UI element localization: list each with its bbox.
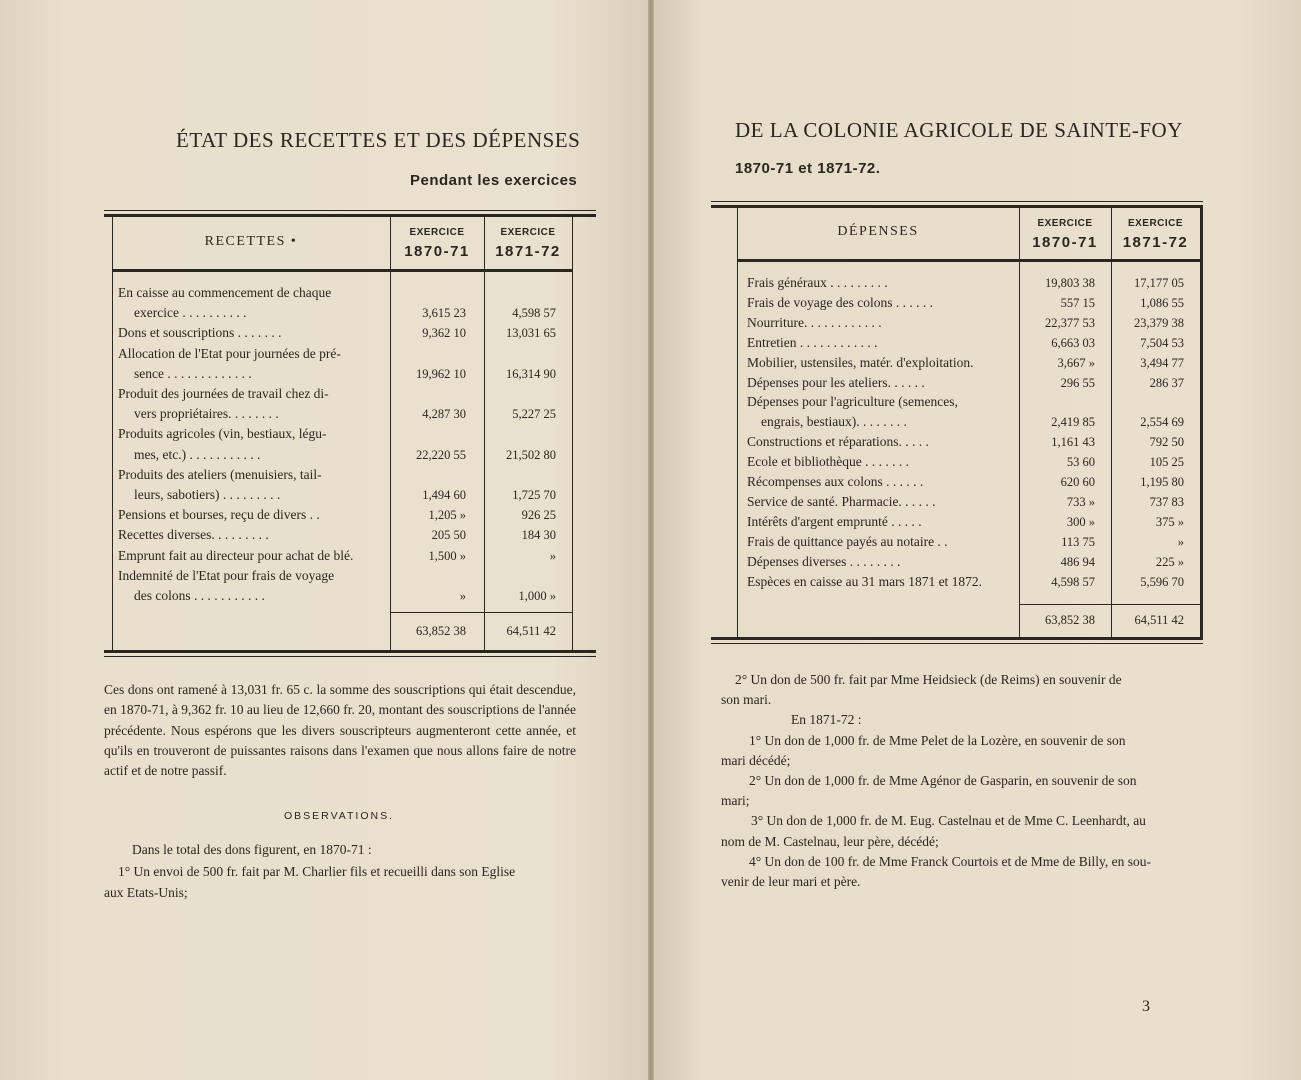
text-line: En 1871-72 :: [791, 712, 862, 728]
right-page-subtitle: 1870-71 et 1871-72.: [735, 160, 881, 177]
table-row-label: Allocation de l'Etat pour journées de pré-: [118, 345, 341, 361]
table-cell-1871: 225 »: [1155, 554, 1184, 569]
table-cell-1870: 300 »: [1066, 514, 1095, 529]
text-line: 2° Un don de 500 fr. fait par Mme Heidsieck (de Reims) en souvenir de: [735, 672, 1122, 687]
table-row-label: Entretien . . . . . . . . . . . .: [747, 334, 878, 350]
table-cell-1870: 22,220 55: [416, 447, 466, 462]
text-line: son mari.: [721, 692, 772, 708]
table-cell-1870: 205 50: [431, 528, 466, 543]
table-cell-1870: »: [459, 589, 466, 603]
table-cell-1871: 5,227 25: [512, 407, 556, 422]
table-cell-1870: 1,161 43: [1051, 435, 1095, 450]
table-cell-1870: 557 15: [1060, 295, 1095, 310]
table-cell-1871: 21,502 80: [506, 447, 556, 462]
table-row-label: exercice . . . . . . . . . .: [134, 305, 247, 321]
right-page-title: DE LA COLONIE AGRICOLE DE SAINTE-FOY: [735, 118, 1183, 142]
table-row-label: Nourriture. . . . . . . . . . . .: [747, 314, 882, 330]
table-cell-1870: 22,377 53: [1045, 315, 1095, 330]
table-row-label: Recettes diverses. . . . . . . . .: [118, 527, 269, 543]
table-cell-1871: 1,000 »: [518, 589, 556, 603]
table-row-label: Espèces en caisse au 31 mars 1871 et 1872.: [747, 573, 983, 589]
receipts-total-1870: 63,852 38: [416, 624, 466, 638]
text-line: 1° Un don de 1,000 fr. de Mme Pelet de la Lozère, en souvenir de son: [749, 732, 1126, 748]
expenses-header-exercice-1: EXERCICE: [1037, 218, 1093, 229]
expenses-header-label: DÉPENSES: [837, 224, 919, 239]
left-page-subtitle: Pendant les exercices: [410, 172, 578, 189]
receipts-header-exercice-2: EXERCICE: [500, 227, 556, 238]
table-cell-1871: 2,554 69: [1140, 415, 1184, 430]
receipts-total-1871: 64,511 42: [506, 624, 556, 638]
table-row-label: Dépenses diverses . . . . . . . .: [747, 553, 901, 569]
table-cell-1871: 1,195 80: [1140, 475, 1184, 489]
table-cell-1871: 737 83: [1149, 494, 1184, 509]
table-cell-1870: 486 94: [1060, 554, 1095, 569]
right-page: [651, 0, 1301, 1080]
obs-line: Dans le total des dons figurent, en 1870-71 :: [132, 842, 372, 857]
observations-heading: OBSERVATIONS.: [284, 810, 395, 822]
expenses-header-year-1: 1870-71: [1032, 234, 1098, 251]
table-cell-1871: 3,494 77: [1140, 355, 1184, 370]
table-cell-1871: 5,596 70: [1140, 574, 1184, 589]
table-cell-1870: 733 »: [1066, 494, 1095, 509]
table-row-label: Récompenses aux colons . . . . . .: [747, 474, 924, 489]
table-row-label: vers propriétaires. . . . . . . .: [134, 406, 279, 422]
table-cell-1870: 3,667 »: [1057, 355, 1095, 370]
text-line: venir de leur mari et père.: [721, 874, 861, 889]
table-row-label: Intérêts d'argent emprunté . . . . .: [747, 513, 922, 529]
table-cell-1871: 4,598 57: [512, 306, 556, 321]
table-cell-1870: 53 60: [1066, 455, 1095, 470]
table-row-label: Service de santé. Pharmacie. . . . . .: [747, 493, 936, 509]
table-cell-1870: 9,362 10: [422, 326, 466, 341]
table-row-label: Emprunt fait au directeur pour achat de blé.: [118, 547, 354, 563]
table-cell-1870: 1,205 »: [428, 508, 466, 523]
table-cell-1870: 113 75: [1061, 534, 1095, 549]
table-cell-1871: 792 50: [1149, 435, 1184, 450]
table-cell-1871: 17,177 05: [1134, 276, 1184, 290]
table-row-label: Dons et souscriptions . . . . . . .: [118, 325, 282, 341]
table-row-label: Constructions et réparations. . . . .: [747, 434, 929, 450]
table-cell-1870: 296 55: [1060, 375, 1095, 390]
receipts-header-exercice-1: EXERCICE: [409, 227, 465, 238]
table-row-label: Produit des journées de travail chez di-: [118, 386, 329, 401]
table-cell-1870: 3,615 23: [422, 306, 466, 321]
table-cell-1871: 926 25: [521, 508, 556, 523]
book-gutter: [648, 0, 654, 1080]
table-cell-1871: 1,086 55: [1140, 295, 1184, 310]
text-line: nom de M. Castelnau, leur père, décédé;: [721, 833, 939, 849]
table-cell-1871: 13,031 65: [506, 326, 556, 341]
table-cell-1870: 1,500 »: [428, 548, 466, 563]
text-line: 3° Un don de 1,000 fr. de M. Eug. Castelnau et de Mme C. Leenhardt, au: [751, 813, 1146, 829]
donations-paragraph: Ces dons ont ramené à 13,031 fr. 65 c. la somme des souscriptions qui était descendue, en 1870-71, à 9,362 fr. 10 au lieu de 12,660 fr. 20, montant des souscriptions de l'année précédente. Nous espérons que les divers souscripteurs augmenteront cette année, et qu'ils en trouveront de puissantes raisons dans l'examen que nous allons faire de notre actif et de notre passif.: [104, 682, 576, 779]
table-cell-1870: 4,598 57: [1051, 574, 1095, 589]
table-row-label: En caisse au commencement de chaque: [118, 285, 332, 300]
text-line: 2° Un don de 1,000 fr. de Mme Agénor de Gasparin, en souvenir de son: [749, 773, 1137, 788]
table-row-label: mes, etc.) . . . . . . . . . . .: [134, 446, 261, 462]
text-line: mari décédé;: [721, 752, 791, 768]
table-cell-1871: 184 30: [521, 528, 556, 543]
table-row-label: Frais généraux . . . . . . . . .: [747, 275, 888, 290]
table-row-label: Indemnité de l'Etat pour frais de voyage: [118, 567, 335, 583]
table-cell-1871: 286 37: [1149, 375, 1184, 390]
expenses-header-exercice-2: EXERCICE: [1127, 218, 1184, 229]
table-cell-1870: 2,419 85: [1051, 415, 1095, 430]
expenses-total-1871: 64,511 42: [1134, 613, 1184, 627]
table-cell-1870: 19,803 38: [1045, 276, 1095, 290]
page-number: 3: [1142, 998, 1150, 1015]
text-line: 4° Un don de 100 fr. de Mme Franck Courtois et de Mme de Billy, en sou-: [749, 853, 1151, 869]
table-row-label: des colons . . . . . . . . . . .: [134, 588, 265, 603]
table-row-label: Dépenses pour les ateliers. . . . . .: [747, 374, 925, 390]
table-cell-1870: 620 60: [1060, 475, 1095, 489]
expenses-total-1870: 63,852 38: [1045, 613, 1095, 627]
table-row-label: Produits des ateliers (menuisiers, tail-: [118, 466, 322, 482]
table-row-label: engrais, bestiaux). . . . . . . .: [761, 414, 907, 430]
table-row-label: Pensions et bourses, reçu de divers . .: [118, 507, 320, 523]
receipts-header-year-1: 1870-71: [404, 243, 470, 260]
receipts-header-label: RECETTES •: [204, 234, 298, 249]
receipts-header-year-2: 1871-72: [495, 243, 561, 260]
text-line: mari;: [721, 793, 750, 809]
table-cell-1871: 16,314 90: [506, 366, 556, 381]
table-cell-1871: 375 »: [1155, 514, 1184, 529]
table-row-label: Dépenses pour l'agriculture (semences,: [747, 394, 958, 410]
table-cell-1870: 6,663 03: [1051, 335, 1095, 350]
table-cell-1871: »: [1177, 534, 1184, 549]
table-row-label: sence . . . . . . . . . . . . .: [134, 365, 252, 381]
table-row-label: leurs, sabotiers) . . . . . . . . .: [134, 487, 281, 502]
expenses-header-year-2: 1871-72: [1122, 234, 1189, 251]
table-cell-1870: 1,494 60: [422, 488, 466, 502]
left-page-title: ÉTAT DES RECETTES ET DES DÉPENSES: [176, 128, 581, 152]
obs-line: 1° Un envoi de 500 fr. fait par M. Charlier fils et recueilli dans son Eglise: [118, 864, 516, 879]
table-row-label: Frais de voyage des colons . . . . . .: [747, 294, 933, 310]
table-row-label: Produits agricoles (vin, bestiaux, légu-: [118, 426, 327, 442]
table-cell-1871: 7,504 53: [1140, 335, 1184, 350]
table-cell-1871: 1,725 70: [512, 488, 556, 502]
table-cell-1871: 23,379 38: [1134, 315, 1184, 330]
table-row-label: Mobilier, ustensiles, matér. d'exploitation.: [747, 354, 974, 370]
obs-line: aux Etats-Unis;: [104, 885, 188, 900]
table-cell-1871: »: [549, 548, 556, 563]
table-row-label: Frais de quittance payés au notaire . .: [747, 533, 948, 549]
table-cell-1871: 105 25: [1149, 455, 1184, 470]
table-cell-1870: 4,287 30: [422, 407, 466, 422]
table-cell-1870: 19,962 10: [416, 366, 466, 381]
table-row-label: Ecole et bibliothèque . . . . . . .: [747, 454, 909, 470]
